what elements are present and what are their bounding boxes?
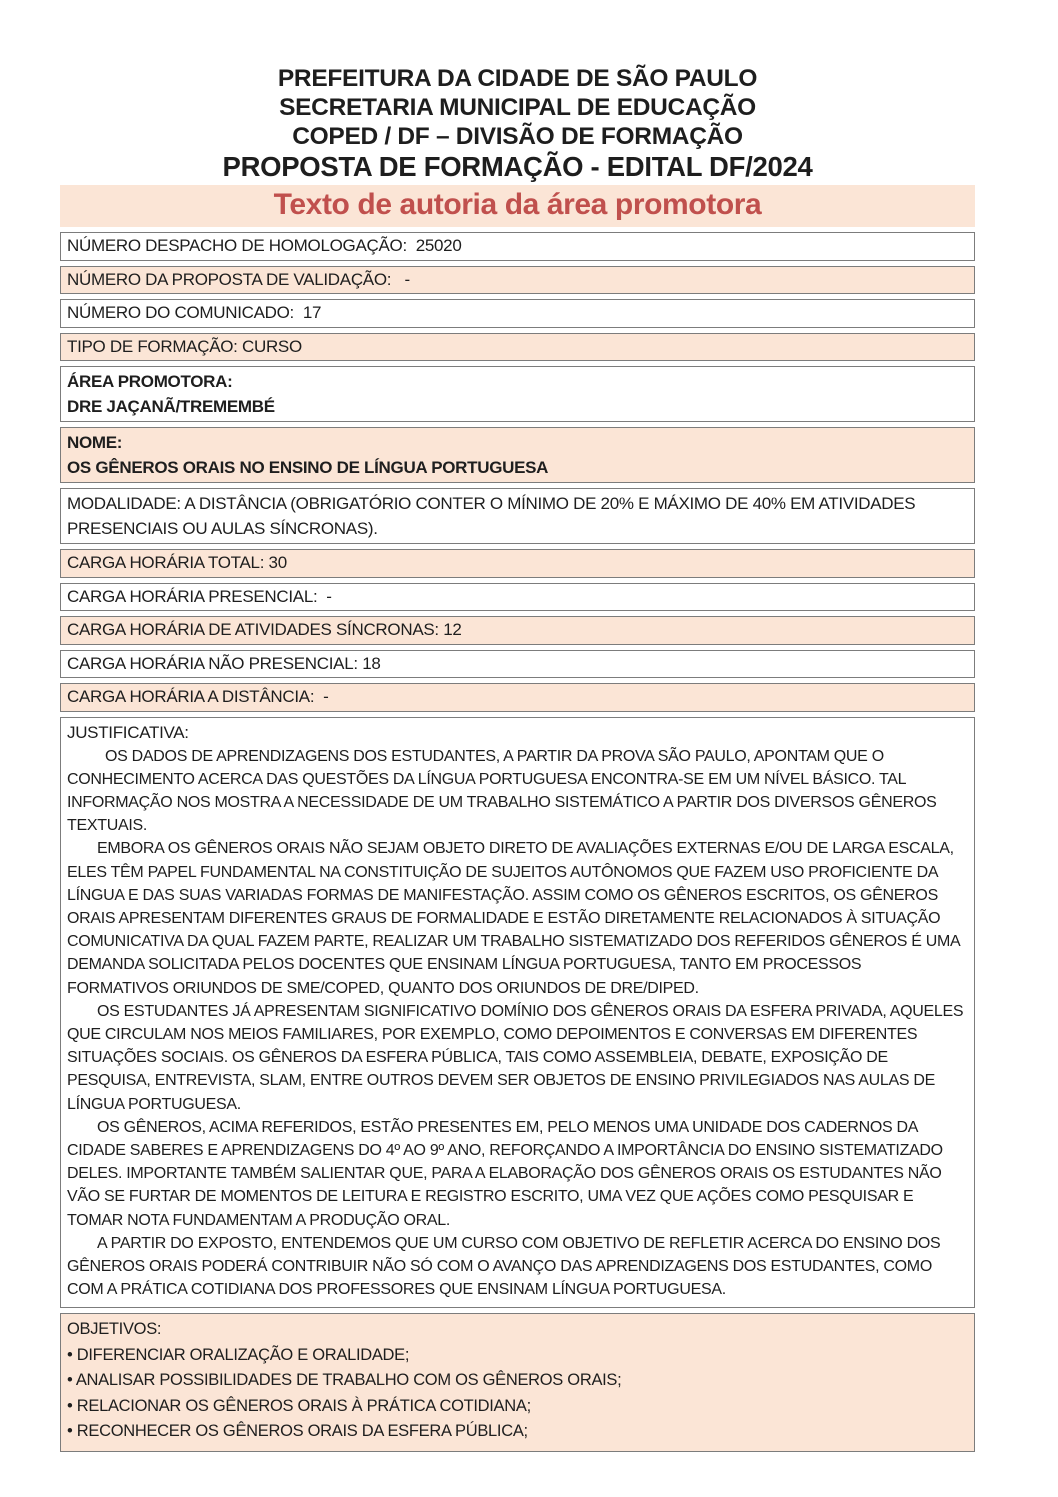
justificativa-paragraph: OS GÊNEROS, ACIMA REFERIDOS, ESTÃO PRESENTES EM, PELO MENOS UMA UNIDADE DOS CADERNOS DA CIDADE SABERES E APRENDIZAGENS DO 4º AO 9º ANO, REFORÇANDO A IMPORTÂNCIA DO ENSINO SISTEMATIZADO DELES. IMPORTANTE TAMBÉM SALIENTAR QUE, PARA A ELABORAÇÃO DOS GÊNEROS ORAIS OS ESTUDANTES NÃO VÃO SE FURTAR DE MOMENTOS DE LEITURA E REGISTRO ESCRITO, UMA VEZ QUE AÇÕES COMO PESQUISAR E TOMAR NOTA FUNDAMENTAM A PRODUÇÃO ORAL. (67, 1118, 943, 1229)
field-row-numero-despacho (60, 232, 975, 261)
objetivo-item: • ANALISAR POSSIBILIDADES DE TRABALHO COM OS GÊNEROS ORAIS; (67, 1371, 622, 1390)
justificativa-section (60, 717, 975, 1309)
field-row-carga-presencial (60, 583, 975, 612)
objetivos-label: OBJETIVOS: (67, 1320, 162, 1339)
field-text: NÚMERO DA PROPOSTA DE VALIDAÇÃO: - (67, 269, 410, 289)
field-row-tipo-formacao (60, 333, 975, 362)
objetivo-item: • RECONHECER OS GÊNEROS ORAIS DA ESFERA PÚBLICA; (67, 1422, 528, 1441)
field-row-carga-distancia (60, 683, 975, 712)
document-content (60, 0, 975, 1452)
field-row-area-promotora (60, 366, 975, 422)
header-line-prefeitura: PREFEITURA DA CIDADE DE SÃO PAULO (277, 65, 758, 92)
field-text: MODALIDADE: A DISTÂNCIA (OBRIGATÓRIO CONTER O MÍNIMO DE 20% E MÁXIMO DE 40% EM ATIVIDADES PRESENCIAIS OU AULAS SÍNCRONAS). (67, 494, 920, 538)
objetivos-section (60, 1313, 975, 1452)
justificativa-paragraph: OS DADOS DE APRENDIZAGENS DOS ESTUDANTES, A PARTIR DA PROVA SÃO PAULO, APONTAM QUE O CONHECIMENTO ACERCA DAS QUESTÕES DA LÍNGUA PORTUGUESA ENCONTRA-SE EM UM NÍVEL BÁSICO. TAL INFORMAÇÃO NOS MOSTRA A NECESSIDADE DE UM TRABALHO SISTEMÁTICO A PARTIR DOS DIVERSOS GÊNEROS TEXTUAIS. (67, 747, 937, 835)
field-text: NÚMERO DESPACHO DE HOMOLOGAÇÃO: 25020 (67, 236, 462, 255)
field-text: CARGA HORÁRIA PRESENCIAL: - (67, 586, 332, 606)
field-row-carga-sincronas (60, 616, 975, 645)
objetivo-item: • DIFERENCIAR ORALIZAÇÃO E ORALIDADE; (67, 1345, 410, 1364)
field-text: CARGA HORÁRIA TOTAL: 30 (67, 553, 287, 572)
field-label: NOME: (67, 433, 123, 452)
field-value: OS GÊNEROS ORAIS NO ENSINO DE LÍNGUA PORTUGUESA (67, 458, 549, 477)
field-row-modalidade (60, 488, 975, 544)
authorship-banner-text: Texto de autoria da área promotora (273, 188, 762, 221)
header-line-secretaria: SECRETARIA MUNICIPAL DE EDUCAÇÃO (279, 94, 756, 121)
header-line-proposta: PROPOSTA DE FORMAÇÃO - EDITAL DF/2024 (222, 151, 813, 182)
header-line-coped: COPED / DF – DIVISÃO DE FORMAÇÃO (292, 123, 743, 150)
justificativa-paragraph: EMBORA OS GÊNEROS ORAIS NÃO SEJAM OBJETO DIRETO DE AVALIAÇÕES EXTERNAS E/OU DE LARGA ESCALA, ELES TÊM PAPEL FUNDAMENTAL NA CONSTITUIÇÃO DE SUJEITOS AUTÔNOMOS QUE FAZEM USO PROFICIENTE DA LÍNGUA E DAS SUAS VARIADAS FORMAS DE MANIFESTAÇÃO. ASSIM COMO OS GÊNEROS ESCRITOS, OS GÊNEROS ORAIS APRESENTAM DIFERENTES GRAUS DE FORMALIDADE E ESTÃO DIRETAMENTE RELACIONADOS À SITUAÇÃO COMUNICATIVA DA QUAL FAZEM PARTE, REALIZAR UM TRABALHO SISTEMATIZADO DOS REFERIDOS GÊNEROS É UMA DEMANDA SOLICITADA PELOS DOCENTES QUE ENSINAM LÍNGUA PORTUGUESA, TANTO EM PROCESSOS FORMATIVOS ORIUNDOS DE SME/COPED, QUANTO DOS ORIUNDOS DE DRE/DIPED. (67, 840, 960, 997)
justificativa-paragraph: A PARTIR DO EXPOSTO, ENTENDEMOS QUE UM CURSO COM OBJETIVO DE REFLETIR ACERCA DO ENSINO DOS GÊNEROS ORAIS PODERÁ CONTRIBUIR NÃO SÓ COM O AVANÇO DAS APRENDIZAGENS DOS ESTUDANTES, COMO COM A PRÁTICA COTIDIANA DOS PROFESSORES QUE ENSINAM LÍNGUA PORTUGUESA. (67, 1234, 941, 1299)
field-row-carga-total (60, 549, 975, 578)
justificativa-paragraph: OS ESTUDANTES JÁ APRESENTAM SIGNIFICATIVO DOMÍNIO DOS GÊNEROS ORAIS DA ESFERA PRIVADA, AQUELES QUE CIRCULAM NOS MEIOS FAMILIARES, POR EXEMPLO, COMO DEPOIMENTOS E CONVERSAS EM DIFERENTES SITUAÇÕES SOCIAIS. OS GÊNEROS DA ESFERA PÚBLICA, TAIS COMO ASSEMBLEIA, DEBATE, EXPOSIÇÃO DE PESQUISA, ENTREVISTA, SLAM, ENTRE OUTROS DEVEM SER OBJETOS DE ENSINO PRIVILEGIADOS NAS AULAS DE LÍNGUA PORTUGUESA. (67, 1002, 964, 1113)
field-row-numero-comunicado (60, 299, 975, 328)
field-label: ÁREA PROMOTORA: (67, 372, 233, 391)
field-text: CARGA HORÁRIA A DISTÂNCIA: - (67, 687, 329, 706)
justificativa-label: JUSTIFICATIVA: (67, 722, 189, 742)
field-row-numero-proposta (60, 266, 975, 295)
field-text: NÚMERO DO COMUNICADO: 17 (67, 303, 322, 322)
field-text: CARGA HORÁRIA NÃO PRESENCIAL: 18 (67, 653, 381, 673)
objetivo-item: • RELACIONAR OS GÊNEROS ORAIS À PRÁTICA COTIDIANA; (67, 1396, 531, 1415)
field-row-nome (60, 427, 975, 483)
field-row-carga-nao-presencial (60, 650, 975, 679)
authorship-banner (60, 185, 975, 227)
field-value: DRE JAÇANÃ/TREMEMBÉ (67, 397, 275, 416)
field-text: CARGA HORÁRIA DE ATIVIDADES SÍNCRONAS: 12 (67, 620, 462, 639)
document-header (60, 0, 975, 182)
field-text: TIPO DE FORMAÇÃO: CURSO (67, 336, 302, 356)
